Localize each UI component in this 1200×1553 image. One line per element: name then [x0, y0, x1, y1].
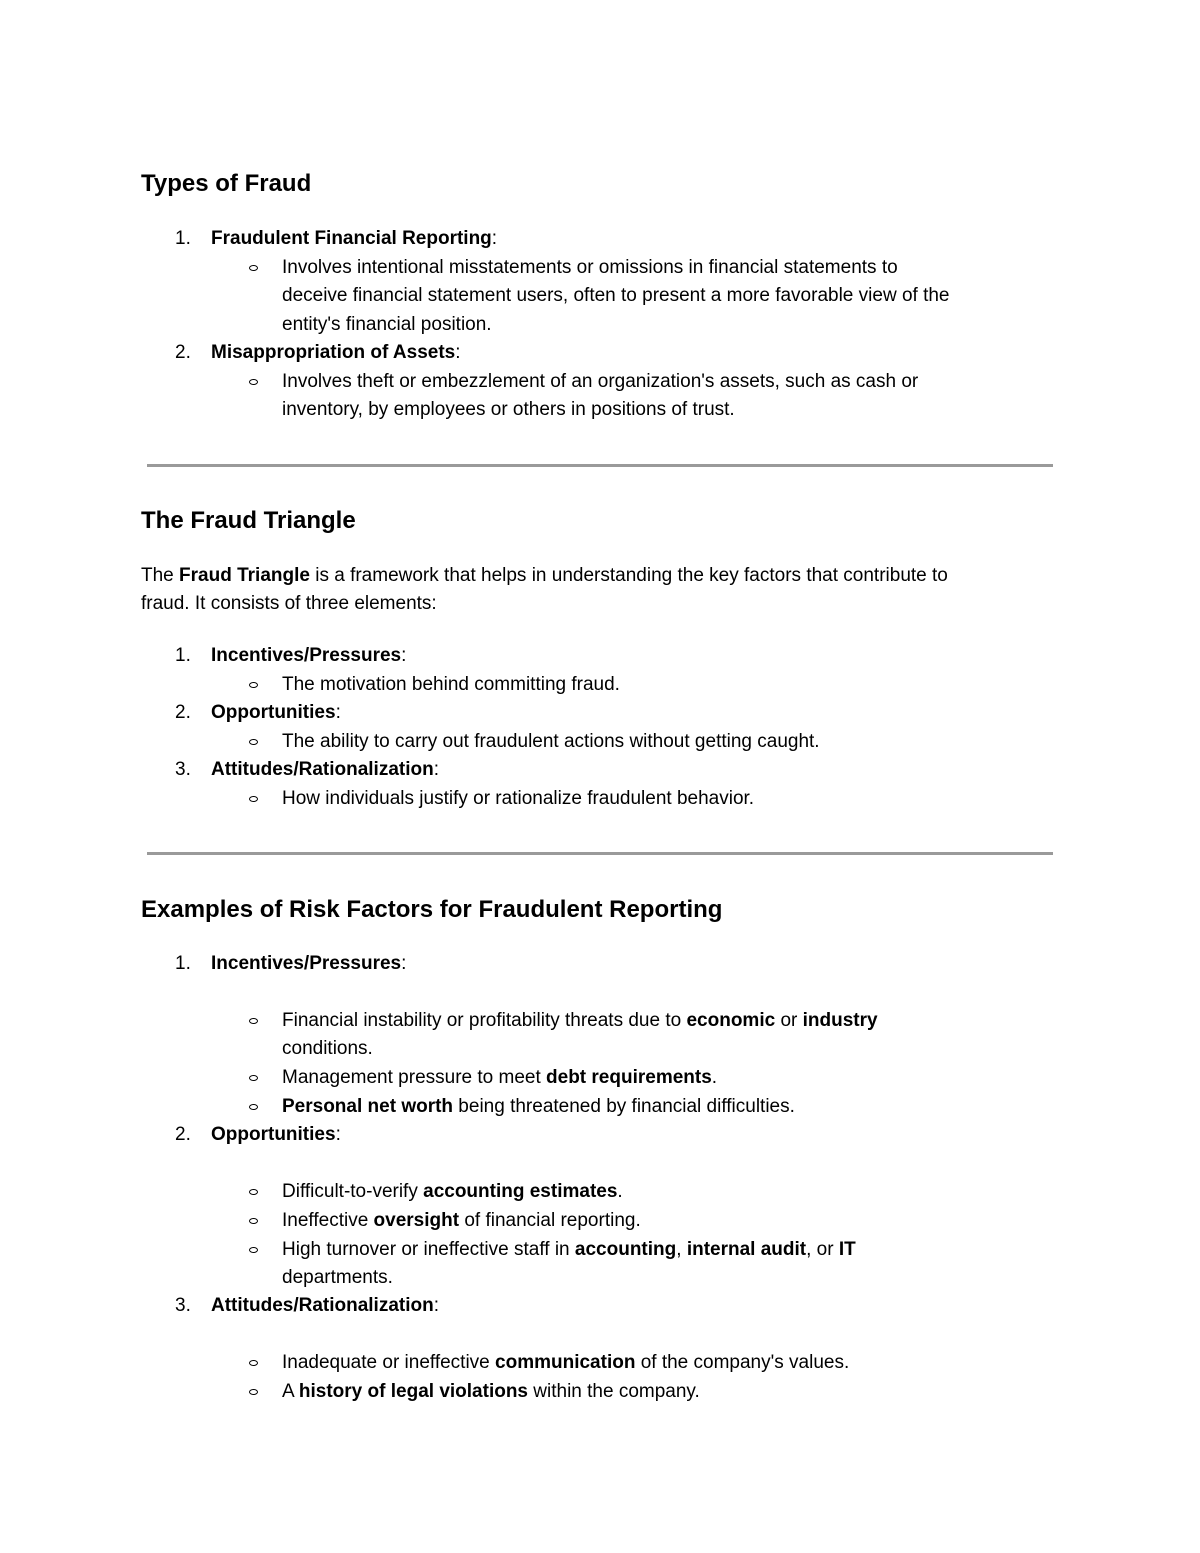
list-item-detail-line	[282, 1236, 856, 1264]
detail-text: Inadequate or ineffective	[282, 1352, 496, 1373]
item-colon: :	[335, 1124, 341, 1145]
list-item-detail-line: How individuals justify or rationalize fraudulent behavior.	[282, 788, 755, 809]
list-number: 2.	[175, 342, 191, 363]
item-title-bold: Attitudes/Rationalization	[211, 759, 434, 780]
hollow-bullet-icon	[249, 1189, 258, 1195]
list-item-detail-line	[282, 1349, 849, 1377]
list-item-title	[211, 699, 341, 727]
detail-text: or	[775, 1010, 803, 1031]
item-colon: :	[455, 342, 461, 363]
detail-bold: accounting estimates	[423, 1181, 618, 1202]
list-item-detail-line	[282, 1007, 878, 1035]
detail-text: Financial instability or profitability threats due to	[282, 1010, 687, 1031]
hollow-bullet-icon	[249, 1075, 258, 1081]
detail-bold: accounting	[574, 1239, 677, 1260]
horizontal-divider	[147, 852, 1053, 855]
detail-text: of the company's values.	[635, 1352, 850, 1373]
item-colon: :	[401, 953, 407, 974]
horizontal-divider	[147, 464, 1053, 467]
section-heading-risk-factors: Examples of Risk Factors for Fraudulent Reporting	[141, 896, 723, 923]
detail-text: .	[711, 1067, 718, 1088]
list-number: 1.	[175, 953, 191, 974]
list-item-detail-line: The ability to carry out fraudulent actions without getting caught.	[282, 731, 820, 752]
list-number: 1.	[175, 645, 191, 666]
list-number: 2.	[175, 1124, 191, 1145]
hollow-bullet-icon	[249, 1360, 258, 1366]
detail-text: being threatened by financial difficulties.	[453, 1096, 795, 1117]
item-title-bold: Opportunities	[211, 1124, 336, 1145]
hollow-bullet-icon	[249, 1247, 258, 1253]
list-item-detail-line: conditions.	[282, 1038, 373, 1059]
detail-bold: communication	[495, 1352, 636, 1373]
item-colon: :	[433, 1295, 440, 1316]
list-item-detail-line: departments.	[282, 1267, 393, 1288]
list-item-detail-line: Involves intentional misstatements or omissions in financial statements to	[282, 257, 898, 278]
item-colon: :	[491, 228, 498, 249]
detail-bold: IT	[838, 1239, 856, 1260]
list-item-detail-line: The motivation behind committing fraud.	[282, 674, 620, 695]
hollow-bullet-icon	[249, 1018, 258, 1024]
hollow-bullet-icon	[249, 1218, 258, 1224]
detail-bold: internal audit	[686, 1239, 807, 1260]
section-heading-fraud-triangle: The Fraud Triangle	[141, 507, 356, 534]
detail-text: ,	[676, 1239, 687, 1260]
hollow-bullet-icon	[249, 1104, 258, 1110]
list-number: 2.	[175, 702, 191, 723]
detail-text: of financial reporting.	[459, 1210, 641, 1231]
list-item-detail-line: deceive financial statement users, often to present a more favorable view of the	[282, 285, 950, 306]
intro-text: is a framework that helps in understanding the key factors that contribute to	[309, 565, 948, 586]
item-title-bold: Attitudes/Rationalization	[211, 1295, 434, 1316]
list-number: 1.	[175, 228, 191, 249]
hollow-bullet-icon	[249, 682, 258, 688]
hollow-bullet-icon	[249, 739, 258, 745]
list-item-title	[211, 225, 497, 253]
list-number: 3.	[175, 1295, 191, 1316]
detail-bold: Personal net worth	[282, 1096, 454, 1117]
detail-text: Management pressure to meet	[282, 1067, 547, 1088]
detail-bold: oversight	[373, 1210, 460, 1231]
intro-bold-term: Fraud Triangle	[179, 565, 310, 586]
section-heading-types-of-fraud: Types of Fraud	[141, 170, 312, 197]
list-item-detail-line	[282, 1093, 795, 1121]
intro-paragraph-line	[141, 562, 948, 590]
item-title-bold: Incentives/Pressures	[211, 645, 402, 666]
list-item-detail-line: entity's financial position.	[282, 314, 492, 335]
hollow-bullet-icon	[249, 1389, 258, 1395]
detail-bold: economic	[686, 1010, 776, 1031]
list-item-title	[211, 756, 439, 784]
intro-text: The	[141, 565, 180, 586]
list-item-detail-line	[282, 1064, 717, 1092]
detail-text: Ineffective	[282, 1210, 374, 1231]
item-colon: :	[433, 759, 440, 780]
list-item-title	[211, 1121, 341, 1149]
detail-bold: debt requirements	[546, 1067, 712, 1088]
list-item-title	[211, 1292, 439, 1320]
detail-text: .	[617, 1181, 623, 1202]
list-item-detail-line	[282, 1178, 623, 1206]
detail-text: , or	[806, 1239, 839, 1260]
list-item-detail-line: Involves theft or embezzlement of an organization's assets, such as cash or	[282, 371, 919, 392]
detail-bold: history of legal violations	[298, 1381, 529, 1402]
detail-text: Difficult-to-verify	[282, 1181, 424, 1202]
list-item-detail-line: inventory, by employees or others in positions of trust.	[282, 399, 735, 420]
list-item-title	[211, 642, 406, 670]
list-number: 3.	[175, 759, 191, 780]
item-title-bold: Incentives/Pressures	[211, 953, 402, 974]
item-title-bold: Fraudulent Financial Reporting	[211, 228, 492, 249]
detail-text: A	[282, 1381, 299, 1402]
item-title-bold: Opportunities	[211, 702, 336, 723]
intro-paragraph-line: fraud. It consists of three elements:	[141, 593, 437, 614]
hollow-bullet-icon	[249, 379, 258, 385]
item-title-bold: Misappropriation of Assets	[211, 342, 456, 363]
detail-bold: industry	[802, 1010, 878, 1031]
item-colon: :	[335, 702, 341, 723]
hollow-bullet-icon	[249, 796, 258, 802]
list-item-detail-line	[282, 1378, 700, 1406]
hollow-bullet-icon	[249, 265, 258, 271]
item-colon: :	[401, 645, 407, 666]
list-item-detail-line	[282, 1207, 641, 1235]
detail-text: within the company.	[528, 1381, 700, 1402]
detail-text: High turnover or ineffective staff in	[282, 1239, 575, 1260]
list-item-title	[211, 339, 461, 367]
list-item-title	[211, 950, 406, 978]
